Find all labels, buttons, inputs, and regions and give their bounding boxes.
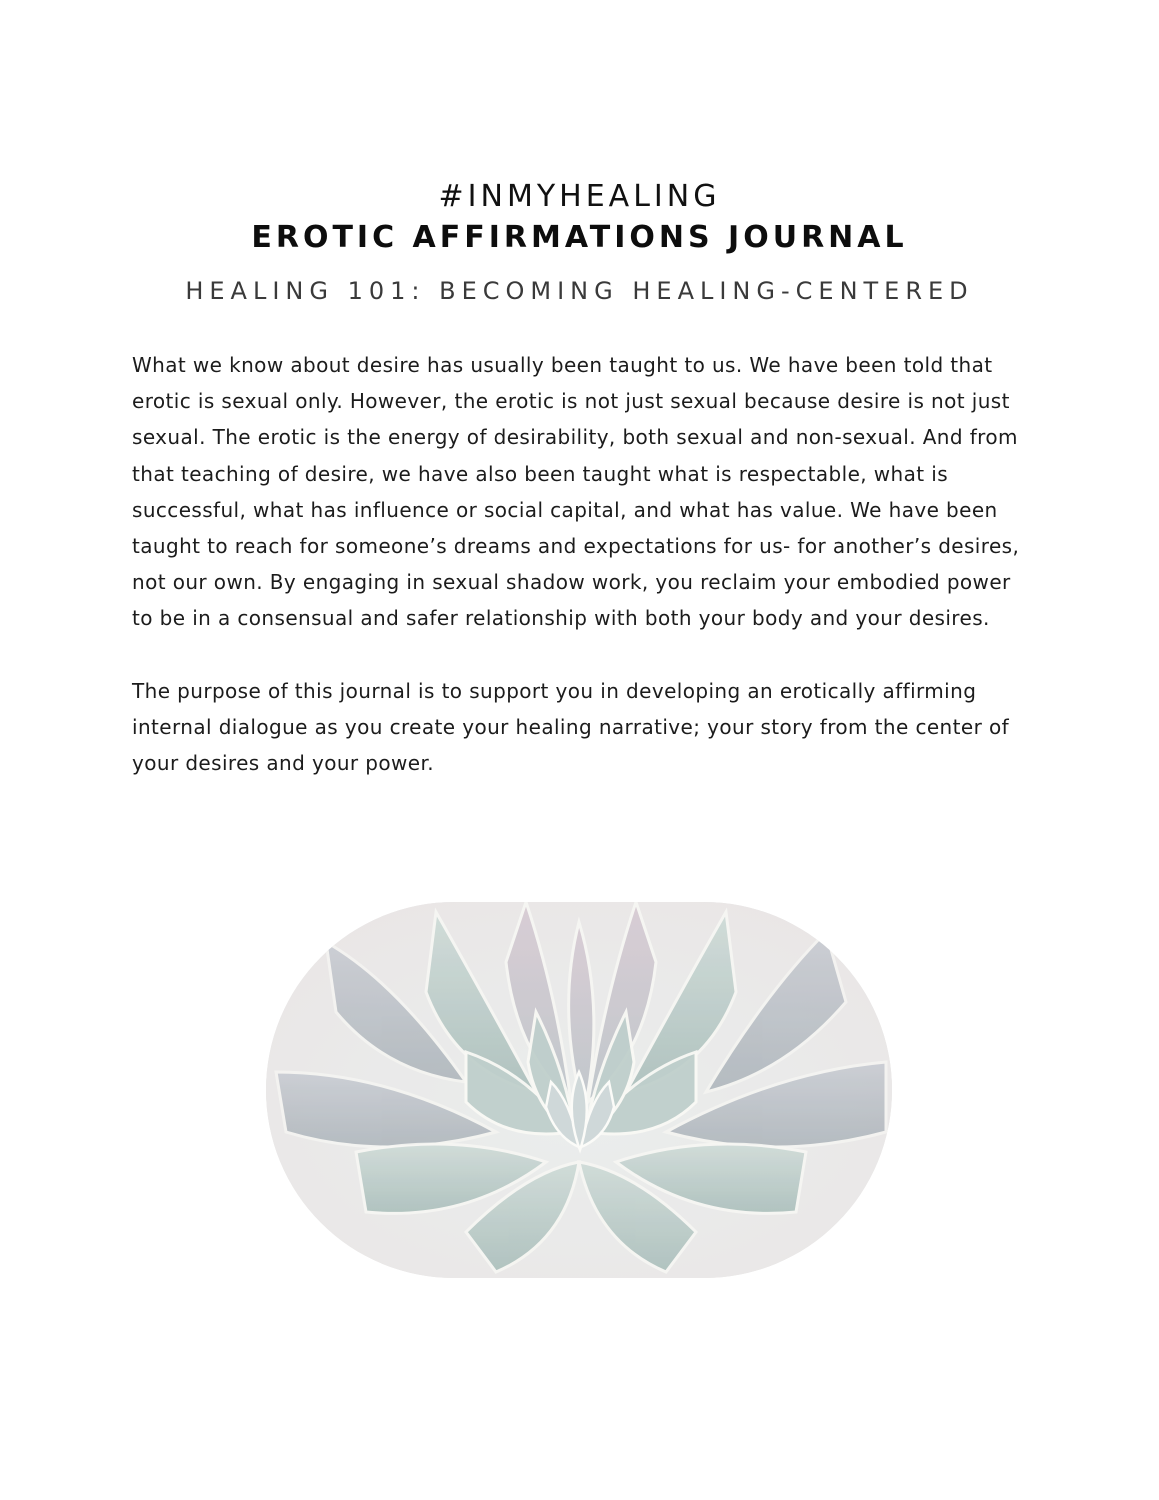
intro-text [132,347,1032,781]
paragraph-desire: What we know about desire has usually been taught to us. We have been told that erotic is sexual only. However, the erotic is not just sexual because desire is not just sexual. The erotic is the energy of desirability, both sexual and non-sexual. And from that teaching of desire, we have also been taught what is respectable, what is successful, what has influence or social capital, and what has value. We have been taught to reach for someone’s dreams and expectations for us- for another’s desires, not our own. By engaging in sexual shadow work, you reclaim your embodied power to be in a consensual and safer relationship with both your body and your desires. [132,353,1020,631]
paragraph-purpose: The purpose of this journal is to support you in developing an erotically affirming internal dialogue as you create your healing narrative; your story from the center of your desires and your power. [132,678,1010,776]
journal-title: EROTIC AFFIRMATIONS JOURNAL [251,220,908,255]
succulent-image [266,902,892,1278]
section-subtitle: HEALING 101: BECOMING HEALING-CENTERED [185,277,974,305]
succulent-illustration-icon [266,902,892,1278]
page-header [0,178,1159,307]
hashtag-heading: #INMYHEALING [438,179,721,214]
